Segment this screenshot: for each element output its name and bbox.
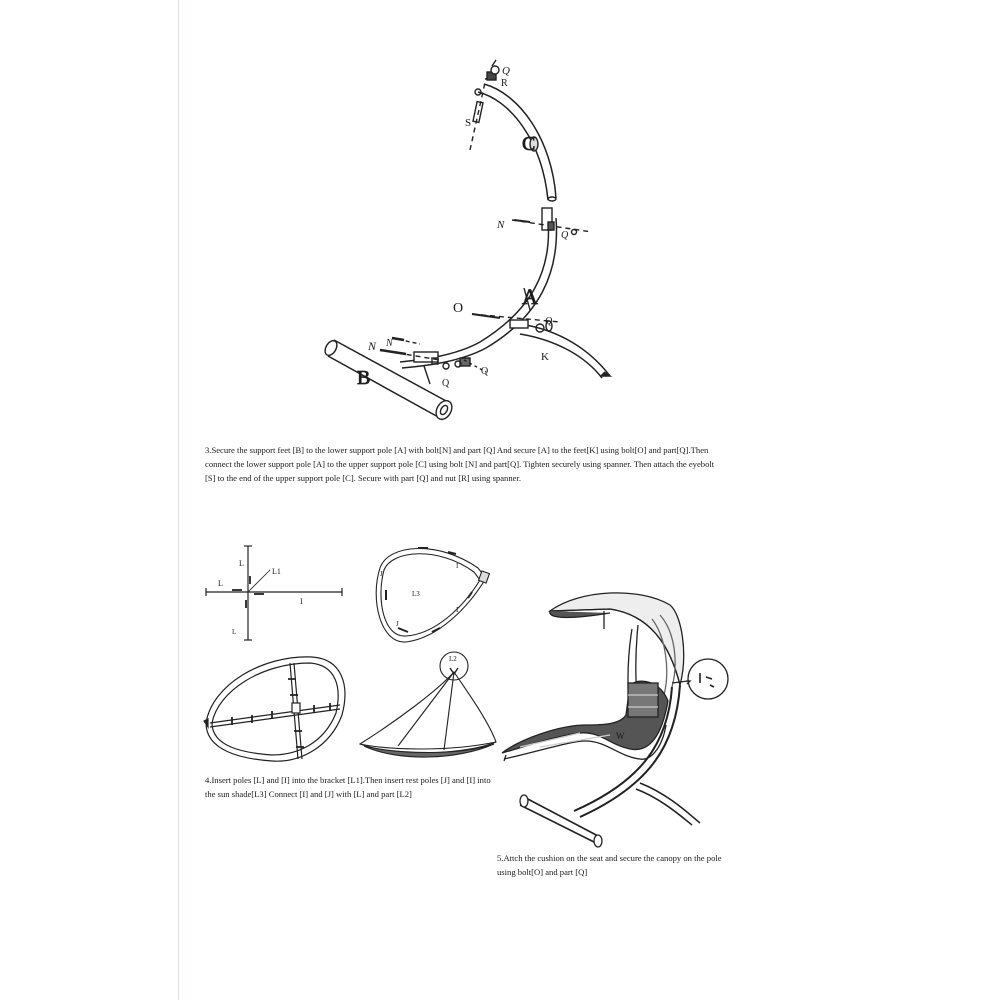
- label-l-bottom: L: [232, 628, 237, 636]
- label-l2: L2: [449, 655, 457, 663]
- label-l3: L3: [412, 590, 420, 598]
- step-3-instructions: 3.Secure the support feet [B] to the lower support pole [A] with bolt[N] and part [Q] And secure [A] to the feet[K] using bolt[O] and part[Q].Then connect the lower support pole [A] to the upper support pole [C] using bolt [N] and part[Q]. Tighten securely using spanner. Then attach the eyebolt [S] to the end of the upper support pole [C]. Secure with part [Q] and nut [R] using spanner.: [205, 445, 715, 483]
- label-c: C: [522, 133, 536, 155]
- label-n-mid: N: [497, 219, 505, 231]
- label-r: R: [501, 78, 508, 89]
- label-s: S: [465, 117, 472, 129]
- label-q-mid: Q: [561, 230, 569, 241]
- label-q-bot1: Q: [442, 378, 450, 389]
- step-5-instructions: 5.Attch the cushion on the seat and secure the canopy on the pole using bolt[O] and part [Q]: [497, 853, 722, 877]
- label-q-bot2: Q: [481, 366, 489, 377]
- label-l-top: L: [239, 559, 244, 568]
- label-i: I: [300, 597, 303, 606]
- label-j-bot: J: [396, 620, 399, 628]
- label-a: A: [522, 284, 538, 309]
- label-q-right: Q: [545, 316, 553, 327]
- figure-hammock-chair-labels: [500, 585, 740, 835]
- figure-stand-labels: [0, 0, 1000, 440]
- label-n-left1: N: [368, 339, 377, 353]
- label-q-top: Q: [502, 65, 510, 77]
- figure-assembled-frame: [202, 655, 352, 765]
- label-n-left2: N: [386, 338, 393, 349]
- label-l-left: L: [218, 579, 223, 588]
- label-j-top: J: [380, 570, 383, 578]
- figure-sun-shade-labels: [368, 538, 498, 648]
- label-i-top: I: [456, 562, 459, 570]
- label-w: W: [616, 731, 625, 741]
- label-b: B: [357, 367, 371, 389]
- label-i-bot: I: [456, 606, 459, 614]
- step-4-instructions: 4.Insert poles [L] and [I] into the bracket [L1].Then insert rest poles [J] and [I] into the sun shade[L3] Connect [I] and [J] with [L] and part [L2]: [205, 775, 491, 799]
- label-o: O: [453, 301, 464, 316]
- figure-bracket-labels: [202, 540, 352, 650]
- figure-canopy-connector-labels: [358, 650, 498, 760]
- label-k: K: [541, 351, 549, 363]
- label-l1: L1: [272, 567, 281, 576]
